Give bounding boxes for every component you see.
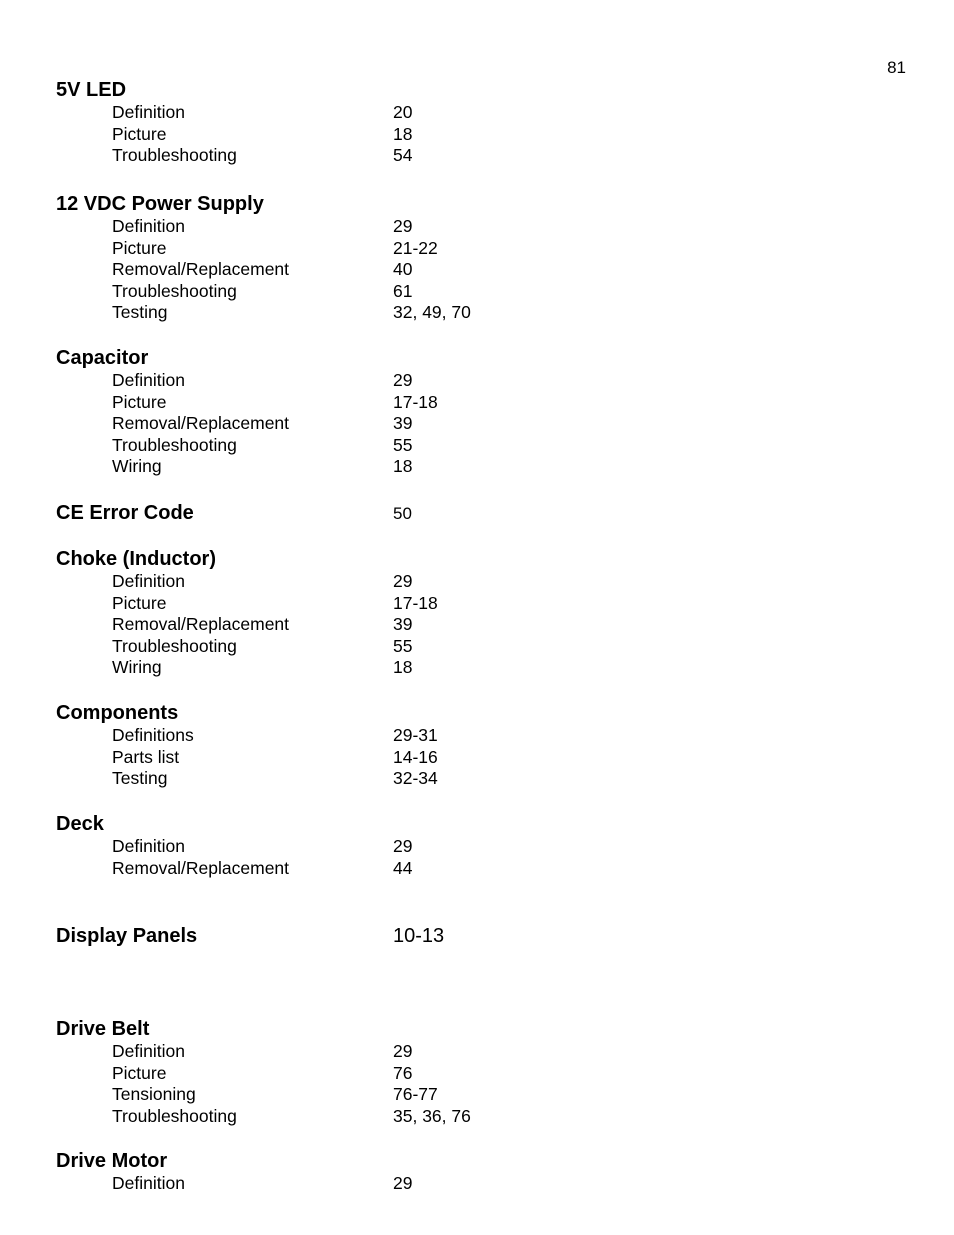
index-subentry-label: Definition [112, 836, 185, 856]
index-heading: 12 VDC Power Supply [56, 193, 264, 215]
index-subentry-label: Troubleshooting [112, 1105, 237, 1126]
index-subentry-label: Testing [112, 768, 168, 789]
index-subentry [56, 725, 656, 747]
index-subentry [56, 747, 656, 769]
index-subentry [56, 102, 656, 124]
index-heading: Deck [56, 813, 104, 835]
index-subentry [56, 836, 656, 858]
index-subentry-label: Removal/Replacement [112, 413, 290, 434]
index-entry [56, 1149, 656, 1195]
index-heading: CE Error Code [56, 502, 194, 524]
index-subentry-label: Definition [112, 1041, 185, 1061]
index-subentry-label: Picture [112, 1062, 167, 1083]
index-subentry [56, 259, 656, 281]
index-subentry-pages: 44 [393, 857, 413, 878]
index-heading-row [56, 812, 656, 836]
index-entry [56, 1017, 656, 1127]
index-subentry-pages: 14-16 [393, 746, 438, 767]
index-heading-row [56, 501, 656, 525]
index-subentry-pages: 54 [393, 145, 413, 166]
index-subentry-pages: 29 [393, 571, 413, 591]
index-subentry [56, 238, 656, 260]
index-heading: Choke (Inductor) [56, 548, 216, 570]
index-subentry-pages: 35, 36, 76 [393, 1105, 471, 1126]
index-subentry-label: Definition [112, 1173, 185, 1193]
index-subentry-pages: 21-22 [393, 237, 438, 258]
index-subentry-pages: 55 [393, 635, 413, 656]
index-subentry-label: Wiring [112, 657, 162, 678]
index-subentry-pages: 18 [393, 456, 413, 477]
index-subentry [56, 281, 656, 303]
index-subentry-pages: 32-34 [393, 768, 438, 789]
index-heading-row [56, 1149, 656, 1173]
index-subentry [56, 145, 656, 167]
index-subentry-pages: 40 [393, 259, 413, 280]
index-subentry-label: Definitions [112, 725, 194, 745]
index-subentry [56, 124, 656, 146]
index-heading: Display Panels [56, 925, 198, 947]
index-heading: Drive Motor [56, 1150, 168, 1172]
index-subentry [56, 571, 656, 593]
index-heading-row [56, 1017, 656, 1041]
index-subentry-label: Picture [112, 123, 167, 144]
index-subentry [56, 657, 656, 679]
index-subentry [56, 413, 656, 435]
index-heading-row [56, 192, 656, 216]
index-subentry-label: Definition [112, 370, 185, 390]
index-subentry [56, 392, 656, 414]
index-subentry-label: Troubleshooting [112, 145, 237, 166]
index-subentry [56, 456, 656, 478]
index-subentry [56, 1063, 656, 1085]
page-number: 81 [887, 58, 906, 77]
index-subentry [56, 435, 656, 457]
index-subentry-label: Tensioning [112, 1084, 196, 1105]
index-subentry-label: Definition [112, 102, 185, 122]
index-subentry-pages: 55 [393, 434, 413, 455]
index-subentry [56, 370, 656, 392]
index-subentry-pages: 29 [393, 1173, 413, 1193]
index-subentry-pages: 29 [393, 836, 413, 856]
index-subentry-pages: 17-18 [393, 592, 438, 613]
index-subentry-label: Removal/Replacement [112, 614, 290, 635]
index-heading: 5V LED [56, 79, 127, 101]
index-subentry-label: Removal/Replacement [112, 259, 290, 280]
index-subentry-pages: 39 [393, 614, 413, 635]
index-entry [56, 701, 656, 790]
index-subentry [56, 614, 656, 636]
index-subentry-label: Troubleshooting [112, 635, 237, 656]
index-heading-row [56, 547, 656, 571]
index-subentry-pages: 29 [393, 370, 413, 390]
index-heading-row [56, 701, 656, 725]
index-entry [56, 192, 656, 324]
index-heading-pages: 50 [393, 504, 412, 523]
index-entry [56, 924, 656, 948]
index-subentry-label: Troubleshooting [112, 434, 237, 455]
index-subentry-label: Removal/Replacement [112, 857, 290, 878]
index-subentry-label: Picture [112, 592, 167, 613]
index-subentry-label: Wiring [112, 456, 162, 477]
index-heading-row [56, 346, 656, 370]
index-entry [56, 547, 656, 679]
index-subentry-pages: 76-77 [393, 1084, 438, 1105]
index-subentry [56, 636, 656, 658]
index-subentry-label: Definition [112, 571, 185, 591]
index-entry [56, 346, 656, 478]
index-subentry [56, 858, 656, 880]
index-subentry-pages: 18 [393, 657, 413, 678]
index-entry [56, 812, 656, 879]
index-subentry-pages: 76 [393, 1062, 413, 1083]
index-heading-row [56, 78, 656, 102]
index-subentry [56, 1173, 656, 1195]
index-subentry-label: Picture [112, 391, 167, 412]
index-subentry-pages: 29 [393, 1041, 413, 1061]
index-subentry-label: Testing [112, 302, 168, 323]
index-heading: Drive Belt [56, 1018, 150, 1040]
index-subentry-pages: 61 [393, 280, 413, 301]
index-heading: Capacitor [56, 347, 149, 369]
index-subentry-pages: 29 [393, 216, 413, 236]
index-subentry [56, 1041, 656, 1063]
index-heading-pages: 10-13 [393, 925, 445, 947]
index-heading: Components [56, 702, 179, 724]
index-subentry [56, 216, 656, 238]
index-subentry-pages: 18 [393, 123, 413, 144]
index-subentry-label: Definition [112, 216, 185, 236]
index-subentry-pages: 17-18 [393, 391, 438, 412]
index-subentry [56, 593, 656, 615]
index-subentry-label: Parts list [112, 746, 180, 767]
index-subentry-pages: 20 [393, 102, 413, 122]
index-subentry-pages: 39 [393, 413, 413, 434]
index-heading-row [56, 924, 656, 948]
index-subentry [56, 768, 656, 790]
index-subentry [56, 1084, 656, 1106]
index-subentry-pages: 32, 49, 70 [393, 302, 471, 323]
index-subentry [56, 1106, 656, 1128]
index-entry [56, 78, 656, 167]
index-subentry-pages: 29-31 [393, 725, 438, 745]
index-subentry [56, 302, 656, 324]
index-subentry-label: Picture [112, 237, 167, 258]
index-entry [56, 501, 656, 525]
index-subentry-label: Troubleshooting [112, 280, 237, 301]
